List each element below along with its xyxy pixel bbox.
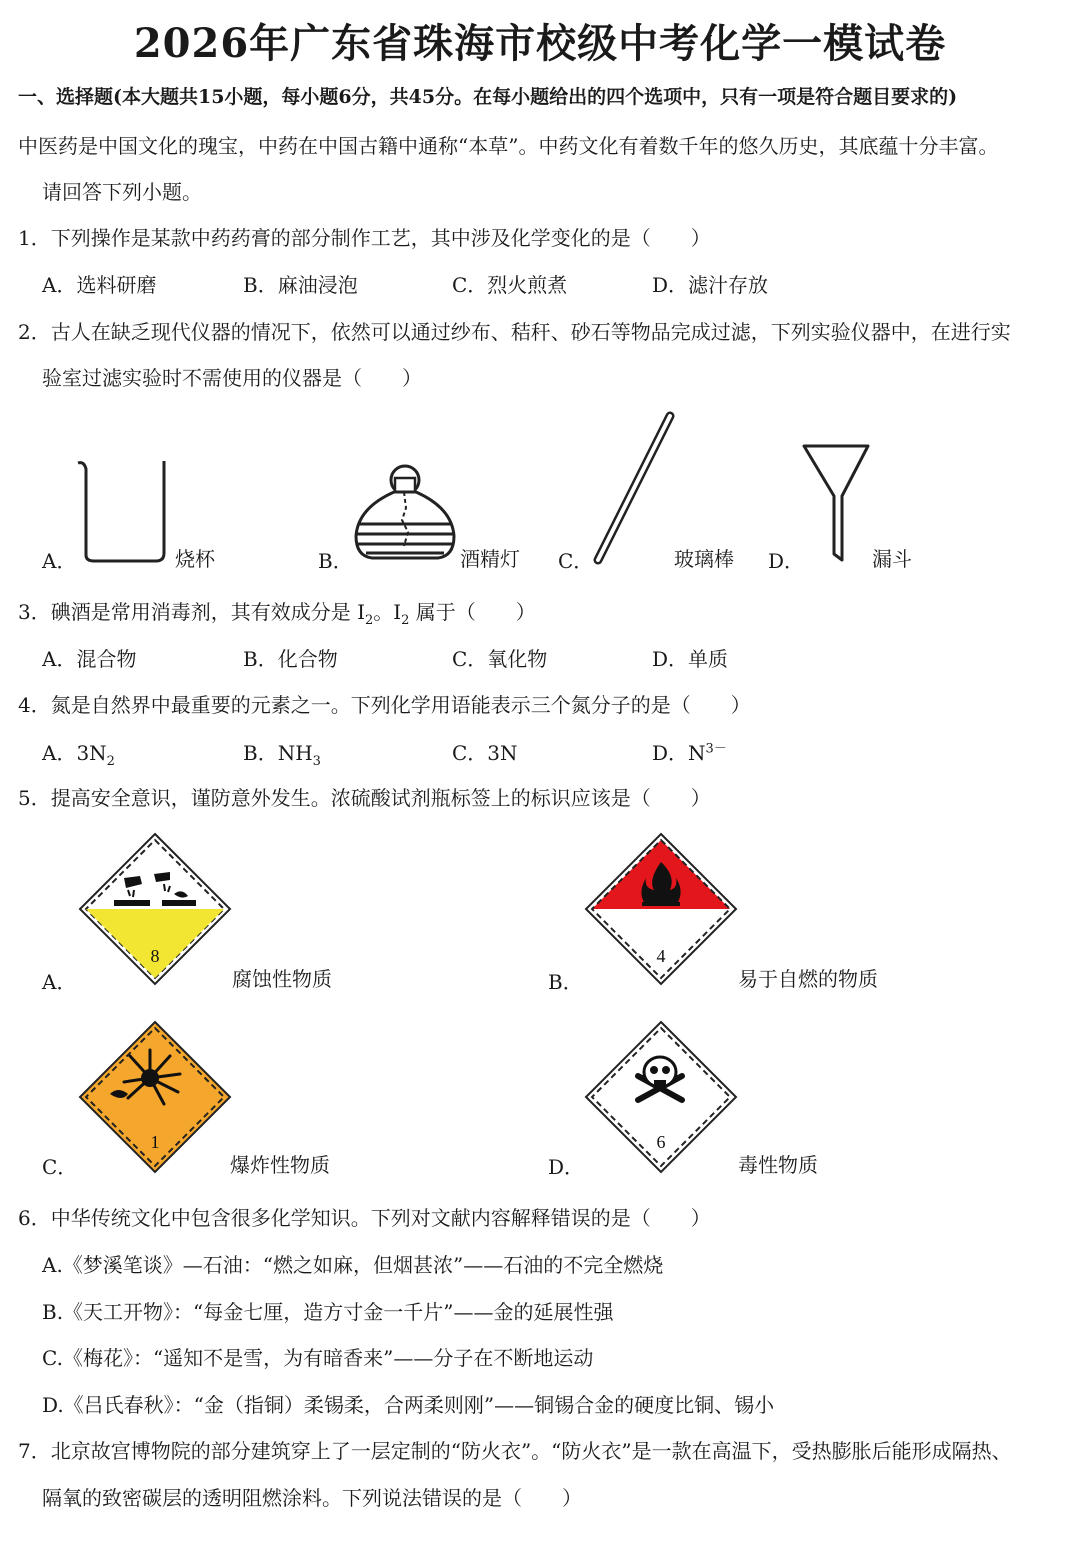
q3-option-d: D．单质 xyxy=(652,647,729,671)
q3-stem xyxy=(18,596,536,628)
q3-option-a: A．混合物 xyxy=(42,647,137,671)
sign-number-4: 4 xyxy=(656,946,666,966)
q1-stem: 1．下列操作是某款中药药膏的部分制作工艺，其中涉及化学变化的是（ ） xyxy=(18,226,711,250)
q2-stem-line-2: 验室过滤实验时不需使用的仪器是（ ） xyxy=(42,366,422,390)
q1-option-b: B．麻油浸泡 xyxy=(243,273,358,297)
q3-subscript-2: 2 xyxy=(401,613,410,628)
q6-option-b: B.《天工开物》：“每金七厘，造方寸金一千片”——金的延展性强 xyxy=(42,1300,614,1324)
flammable-sign-icon xyxy=(584,832,738,986)
q4-option-b-main: B．NH xyxy=(243,741,313,765)
q4-option-d-main: D．N xyxy=(652,741,706,765)
q2-letter-b: B． xyxy=(318,549,353,573)
q5-stem: 5．提高安全意识，谨防意外发生。浓硫酸试剂瓶标签上的标识应该是（ ） xyxy=(18,786,711,810)
q5-caption-d: 毒性物质 xyxy=(738,1153,818,1177)
q5-caption-b: 易于自燃的物质 xyxy=(738,967,878,991)
q6-option-d: D.《吕氏春秋》：“金（指铜）柔锡柔，合两柔则刚”——铜锡合金的硬度比铜、锡小 xyxy=(42,1393,775,1417)
sign-number-1: 1 xyxy=(150,1132,160,1152)
corrosive-sign-icon xyxy=(78,832,232,986)
toxic-sign-icon xyxy=(584,1020,738,1174)
alcohol-lamp-icon xyxy=(352,458,462,568)
q2-caption-c: 玻璃棒 xyxy=(674,547,734,571)
intro-line-1: 中医药是中国文化的瑰宝，中药在中国古籍中通称“本草”。中药文化有着数千年的悠久历史，其底蕴十分丰富。 xyxy=(18,134,999,158)
q3-stem-part-a: 3．碘酒是常用消毒剂，其有效成分是 I xyxy=(18,600,365,624)
q4-option-c: C．3N xyxy=(452,741,518,765)
explosive-sign-icon xyxy=(78,1020,232,1174)
q4-option-a xyxy=(42,737,115,769)
corrosive-fill-shape xyxy=(86,909,224,978)
q7-stem-line-1: 7．北京故宫博物院的部分建筑穿上了一层定制的“防火衣”。“防火衣”是一款在高温下，受热膨胀后能形成隔热、 xyxy=(18,1439,1012,1463)
q3-subscript-1: 2 xyxy=(364,613,374,628)
q5-letter-d: D． xyxy=(548,1155,585,1179)
q4-option-b-sub: 3 xyxy=(312,754,321,769)
q2-stem-line-1: 2．古人在缺乏现代仪器的情况下，依然可以通过纱布、秸秆、砂石等物品完成过滤，下列实验仪器中，在进行实 xyxy=(18,320,1011,344)
q6-option-a: A.《梦溪笔谈》—石油：“燃之如麻，但烟甚浓”——石油的不完全燃烧 xyxy=(42,1253,664,1277)
q5-letter-c: C． xyxy=(42,1155,78,1179)
q2-letter-c: C． xyxy=(558,549,594,573)
q2-letter-d: D． xyxy=(768,549,805,573)
q2-caption-a: 烧杯 xyxy=(175,547,215,571)
q1-option-a: A．选料研磨 xyxy=(42,273,157,297)
q2-caption-b: 酒精灯 xyxy=(460,547,520,571)
q3-stem-part-c: 属于（ ） xyxy=(409,600,536,624)
glass-rod-icon xyxy=(590,410,680,570)
q4-option-d-sup: 3－ xyxy=(705,741,727,757)
q2-caption-d: 漏斗 xyxy=(872,547,912,571)
q3-option-c: C．氧化物 xyxy=(452,647,548,671)
q5-letter-a: A． xyxy=(42,970,77,994)
q7-stem-line-2: 隔氧的致密碳层的透明阻燃涂料。下列说法错误的是（ ） xyxy=(42,1486,582,1510)
q4-option-d xyxy=(652,737,727,766)
q3-stem-part-b: 。I xyxy=(373,600,402,624)
intro-line-2: 请回答下列小题。 xyxy=(42,180,202,204)
q4-stem: 4．氮是自然界中最重要的元素之一。下列化学用语能表示三个氮分子的是（ ） xyxy=(18,693,751,717)
q5-caption-a: 腐蚀性物质 xyxy=(232,967,332,991)
page-title: 2026年广东省珠海市校级中考化学一模试卷 xyxy=(133,20,947,67)
q5-letter-b: B． xyxy=(548,970,583,994)
beaker-icon xyxy=(76,455,176,565)
section-heading: 一、选择题(本大题共15小题，每小题6分，共45分。在每小题给出的四个选项中，只有一项是符合题目要求的) xyxy=(18,86,958,108)
q5-caption-c: 爆炸性物质 xyxy=(230,1153,330,1177)
sign-number-8: 8 xyxy=(150,946,160,966)
sign-number-6: 6 xyxy=(656,1132,666,1152)
q3-option-b: B．化合物 xyxy=(243,647,338,671)
q6-option-c: C.《梅花》：“遥知不是雪，为有暗香来”——分子在不断地运动 xyxy=(42,1346,594,1370)
q4-option-a-main: A．3N xyxy=(42,741,107,765)
funnel-icon xyxy=(800,440,880,570)
q1-option-d: D．滤汁存放 xyxy=(652,273,769,297)
q4-option-b xyxy=(243,737,321,769)
q1-option-c: C．烈火煎煮 xyxy=(452,273,568,297)
q6-stem: 6．中华传统文化中包含很多化学知识。下列对文献内容解释错误的是（ ） xyxy=(18,1206,711,1230)
q4-option-a-sub: 2 xyxy=(106,754,115,769)
q2-letter-a: A． xyxy=(42,549,77,573)
